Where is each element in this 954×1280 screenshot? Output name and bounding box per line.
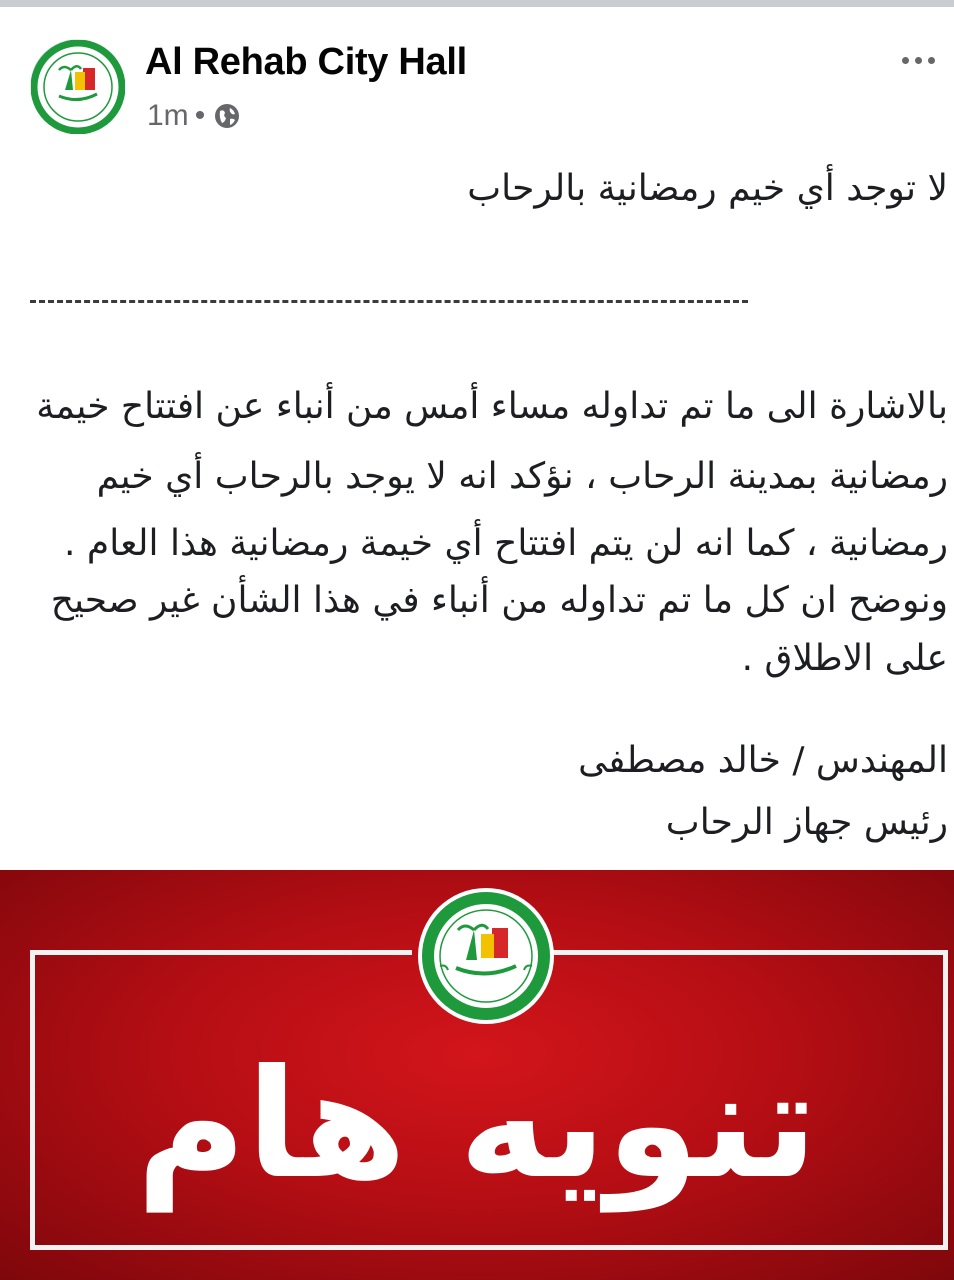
- rehab-logo: [418, 888, 554, 1024]
- notice-frame: [546, 950, 948, 955]
- notice-frame: [30, 1245, 948, 1250]
- signature-name: المهندس / خالد مصطفى: [578, 740, 948, 781]
- body-line: رمضانية ، كما انه لن يتم افتتاح أي خيمة رمضانية هذا العام .: [64, 523, 948, 564]
- body-line: رمضانية بمدينة الرحاب ، نؤكد انه لا يوجد بالرحاب أي خيم: [96, 456, 948, 497]
- dashed-divider: [30, 300, 748, 303]
- page-name[interactable]: Al Rehab City Hall: [145, 41, 467, 83]
- body-line: على الاطلاق .: [741, 638, 948, 679]
- notice-frame: [30, 950, 35, 1250]
- meta-separator: •: [194, 99, 206, 132]
- notice-frame: [30, 950, 412, 955]
- body-line: ونوضح ان كل ما تم تداوله من أنباء في هذا الشأن غير صحيح: [50, 580, 948, 621]
- post-time[interactable]: 1m: [147, 99, 189, 132]
- body-line: بالاشارة الى ما تم تداوله مساء أمس من أنباء عن افتتاح خيمة: [36, 386, 948, 427]
- notice-image[interactable]: [0, 870, 954, 1280]
- notice-frame: [943, 950, 948, 1250]
- post-headline: لا توجد أي خيم رمضانية بالرحاب: [467, 168, 948, 209]
- notice-title: تنويه هام: [136, 1038, 818, 1212]
- rehab-emblem-icon: [418, 888, 554, 1024]
- signature-title: رئيس جهاز الرحاب: [665, 802, 948, 843]
